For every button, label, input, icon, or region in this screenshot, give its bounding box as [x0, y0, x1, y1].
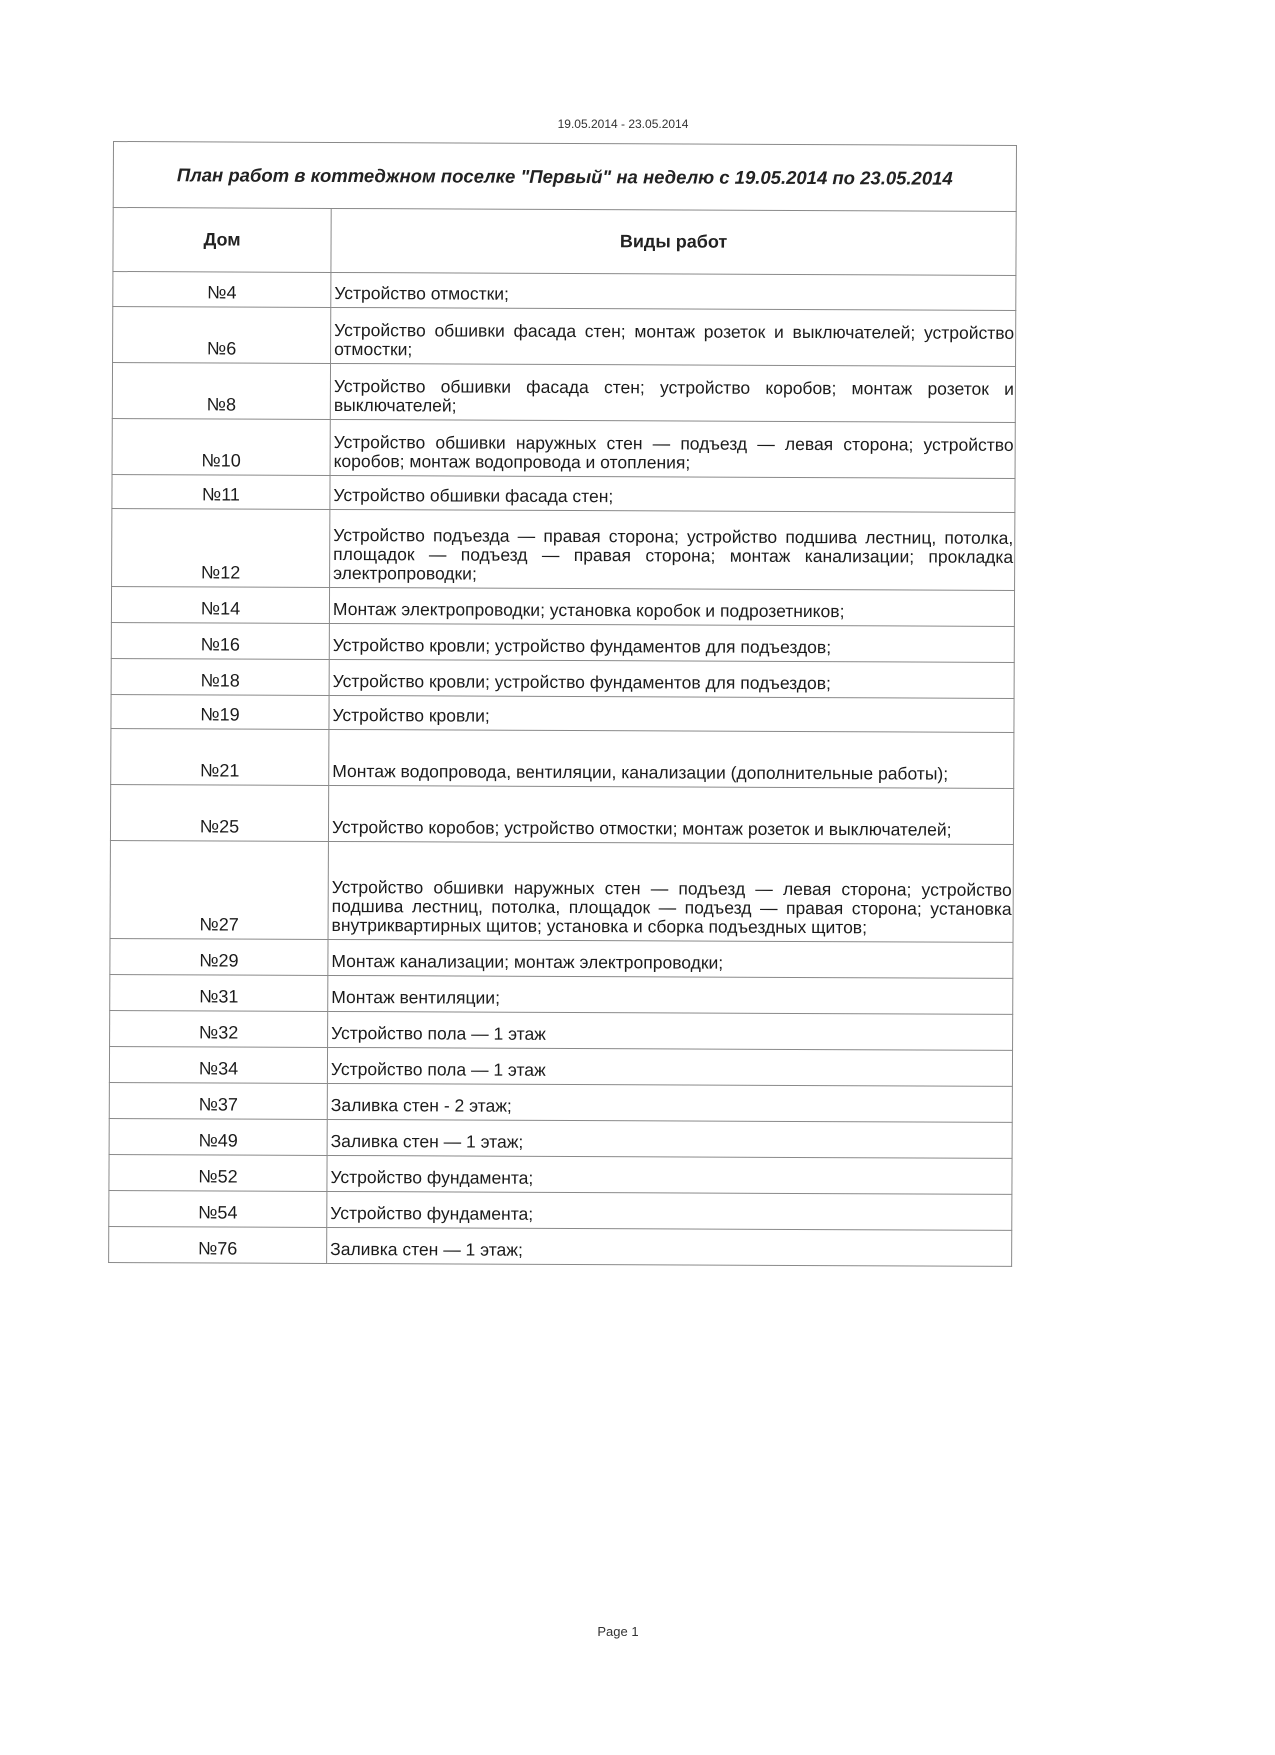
- table-row: [113, 272, 1016, 311]
- house-number-cell: №4: [113, 272, 331, 308]
- house-number-cell: №12: [112, 508, 330, 587]
- table-row: [109, 1046, 1012, 1086]
- work-description-cell: Устройство обшивки наружных стен — подъезд — левая сторона; устройство подшива лестниц, потолка, площадок — подъезд — правая сторона; установка внутриквартирных щитов; установка и сборка подъездных щитов;: [328, 841, 1013, 942]
- work-description-cell: Устройство фундамента;: [327, 1191, 1012, 1230]
- table-row: [110, 938, 1013, 978]
- work-description-cell: Устройство коробов; устройство отмостки; монтаж розеток и выключателей;: [328, 785, 1013, 844]
- work-description-cell: Устройство пола — 1 этаж: [327, 1047, 1012, 1086]
- house-number-cell: №29: [110, 938, 328, 975]
- house-number-cell: №11: [112, 474, 330, 509]
- house-number-cell: №27: [110, 840, 328, 939]
- house-number-cell: №14: [111, 586, 329, 623]
- table-row: [109, 1190, 1012, 1230]
- work-description-cell: Устройство обшивки наружных стен — подъезд — левая сторона; устройство коробов; монтаж водопровода и отопления;: [330, 419, 1015, 478]
- work-description-cell: Монтаж вентиляции;: [328, 975, 1013, 1014]
- title-row: [113, 142, 1016, 212]
- work-plan-table: [108, 141, 1017, 1267]
- house-number-cell: №18: [111, 658, 329, 695]
- house-number-cell: №6: [113, 307, 331, 364]
- work-description-cell: Устройство отмостки;: [331, 272, 1016, 310]
- work-description-cell: Устройство обшивки фасада стен;: [330, 475, 1015, 512]
- house-number-cell: №25: [110, 784, 328, 841]
- house-number-cell: №8: [112, 363, 330, 420]
- house-number-cell: №54: [109, 1190, 327, 1227]
- table-row: [112, 508, 1015, 590]
- house-number-cell: №21: [111, 728, 329, 785]
- column-header-house: Дом: [113, 208, 331, 273]
- work-description-cell: Заливка стен — 1 этаж;: [327, 1119, 1012, 1158]
- table-row: [110, 784, 1013, 844]
- house-number-cell: №52: [109, 1154, 327, 1191]
- table-row: [112, 363, 1015, 423]
- table-row: [109, 1154, 1012, 1194]
- work-description-cell: Монтаж канализации; монтаж электропроводки;: [328, 939, 1013, 978]
- work-description-cell: Устройство кровли;: [329, 695, 1014, 732]
- work-description-cell: Устройство пола — 1 этаж: [328, 1011, 1013, 1050]
- house-number-cell: №10: [112, 418, 330, 475]
- table-row: [111, 694, 1014, 732]
- work-description-cell: Устройство обшивки фасада стен; монтаж розеток и выключателей; устройство отмостки;: [331, 307, 1016, 366]
- house-number-cell: №31: [110, 974, 328, 1011]
- table-row: [110, 840, 1013, 942]
- table-body: [109, 142, 1017, 1267]
- column-header-works: Виды работ: [331, 208, 1016, 275]
- table-row: [112, 418, 1015, 478]
- work-description-cell: Устройство фундамента;: [327, 1155, 1012, 1194]
- work-description-cell: Устройство подъезда — правая сторона; устройство подшива лестниц, потолка, площадок — подъезд — правая сторона; монтаж канализации; прокладка электропроводки;: [330, 509, 1015, 590]
- house-number-cell: №16: [111, 622, 329, 659]
- work-description-cell: Монтаж электропроводки; установка коробок и подрозетников;: [329, 587, 1014, 626]
- table-row: [111, 658, 1014, 698]
- house-number-cell: №32: [110, 1010, 328, 1047]
- table-row: [112, 474, 1015, 512]
- work-description-cell: Устройство кровли; устройство фундаментов для подъездов;: [329, 659, 1014, 698]
- work-description-cell: Заливка стен - 2 этаж;: [327, 1083, 1012, 1122]
- table-row: [111, 622, 1014, 662]
- table-row: [111, 728, 1014, 788]
- house-number-cell: №34: [109, 1046, 327, 1083]
- table-row: [109, 1118, 1012, 1158]
- house-number-cell: №76: [109, 1226, 327, 1263]
- house-number-cell: №19: [111, 694, 329, 729]
- table-row: [110, 1010, 1013, 1050]
- table-row: [109, 1082, 1012, 1122]
- table-row: [110, 974, 1013, 1014]
- work-description-cell: Монтаж водопровода, вентиляции, канализации (дополнительные работы);: [329, 729, 1014, 788]
- page-number: Page 1: [597, 1624, 639, 1639]
- header-date-range: 19.05.2014 - 23.05.2014: [557, 117, 689, 131]
- header-row: [113, 208, 1016, 276]
- work-description-cell: Устройство кровли; устройство фундаментов для подъездов;: [329, 623, 1014, 662]
- house-number-cell: №49: [109, 1118, 327, 1155]
- work-description-cell: Устройство обшивки фасада стен; устройство коробов; монтаж розеток и выключателей;: [330, 363, 1015, 422]
- table-row: [113, 307, 1016, 367]
- table-row: [109, 1226, 1012, 1266]
- house-number-cell: №37: [109, 1082, 327, 1119]
- table-title: План работ в коттеджном поселке "Первый" на неделю с 19.05.2014 по 23.05.2014: [113, 142, 1016, 212]
- table-row: [111, 586, 1014, 626]
- work-description-cell: Заливка стен — 1 этаж;: [327, 1227, 1012, 1266]
